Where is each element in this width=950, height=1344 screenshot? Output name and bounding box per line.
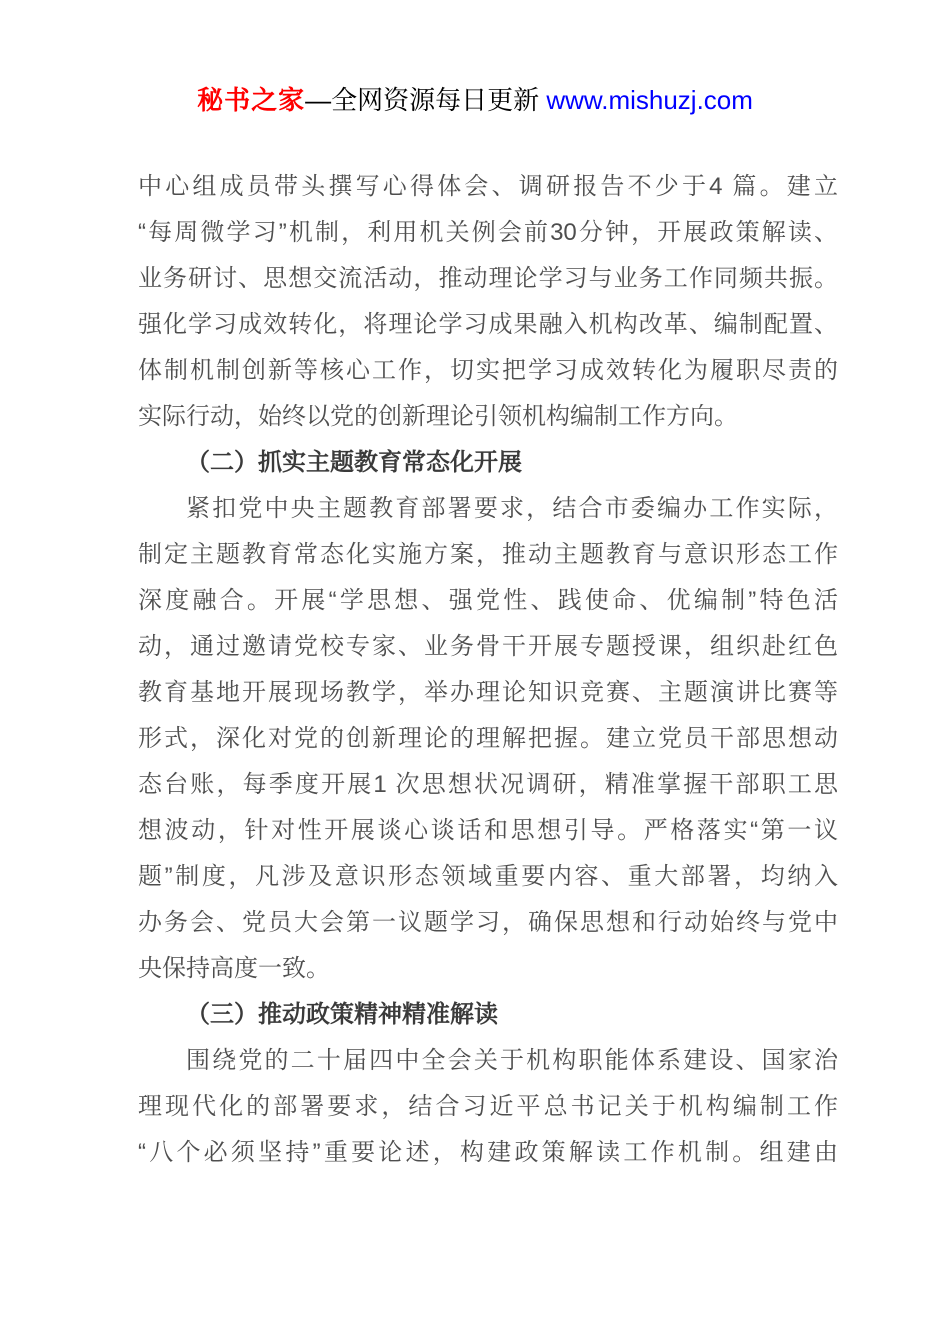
text-line: 强化学习成效转化，将理论学习成果融入机构改革、编制配置、	[138, 311, 838, 338]
text-line: 理现代化的部署要求，结合习近平总书记关于机构编制工作	[138, 1093, 838, 1120]
text-line: 题”制度，凡涉及意识形态领域重要内容、重大部署，均纳入	[138, 863, 838, 890]
text-line: 中心组成员带头撰写心得体会、调研报告不少于4 篇。建立	[138, 173, 838, 200]
text-line: “八个必须坚持”重要论述，构建政策解读工作机制。组建由	[138, 1139, 838, 1166]
text-line: 态台账，每季度开展1 次思想状况调研，精准掌握干部职工思	[138, 771, 838, 798]
text-line: 教育基地开展现场教学，举办理论知识竞赛、主题演讲比赛等	[138, 679, 838, 706]
text-line: 紧扣党中央主题教育部署要求，结合市委编办工作实际，	[186, 495, 838, 522]
text-line: 办务会、党员大会第一议题学习，确保思想和行动始终与党中	[138, 909, 838, 936]
text-line: 想波动，针对性开展谈心谈话和思想引导。严格落实“第一议	[138, 817, 838, 844]
text-line: 深度融合。开展“学思想、强党性、践使命、优编制”特色活	[138, 587, 838, 614]
text-line: 体制机制创新等核心工作，切实把学习成效转化为履职尽责的	[138, 357, 838, 384]
site-header	[0, 0, 950, 116]
text-line: 业务研讨、思想交流活动，推动理论学习与业务工作同频共振。	[138, 265, 838, 292]
site-brand: 秘书之家	[197, 85, 306, 115]
text-line: 围绕党的二十届四中全会关于机构职能体系建设、国家治	[186, 1047, 838, 1074]
text-line: 动，通过邀请党校专家、业务骨干开展专题授课，组织赴红色	[138, 633, 838, 660]
text-line: 实际行动，始终以党的创新理论引领机构编制工作方向。	[138, 403, 738, 430]
site-tagline: —全网资源每日更新	[305, 85, 547, 115]
text-line: “每周微学习”机制，利用机关例会前30分钟，开展政策解读、	[138, 219, 838, 246]
site-url-link[interactable]: www.mishuzj.com	[546, 85, 753, 115]
section-heading: （二）抓实主题教育常态化开展	[186, 449, 522, 476]
document-body	[138, 164, 838, 1176]
text-line: 央保持高度一致。	[138, 955, 330, 982]
section-heading: （三）推动政策精神精准解读	[186, 1001, 498, 1028]
text-line: 形式，深化对党的创新理论的理解把握。建立党员干部思想动	[138, 725, 838, 752]
text-line: 制定主题教育常态化实施方案，推动主题教育与意识形态工作	[138, 541, 838, 568]
